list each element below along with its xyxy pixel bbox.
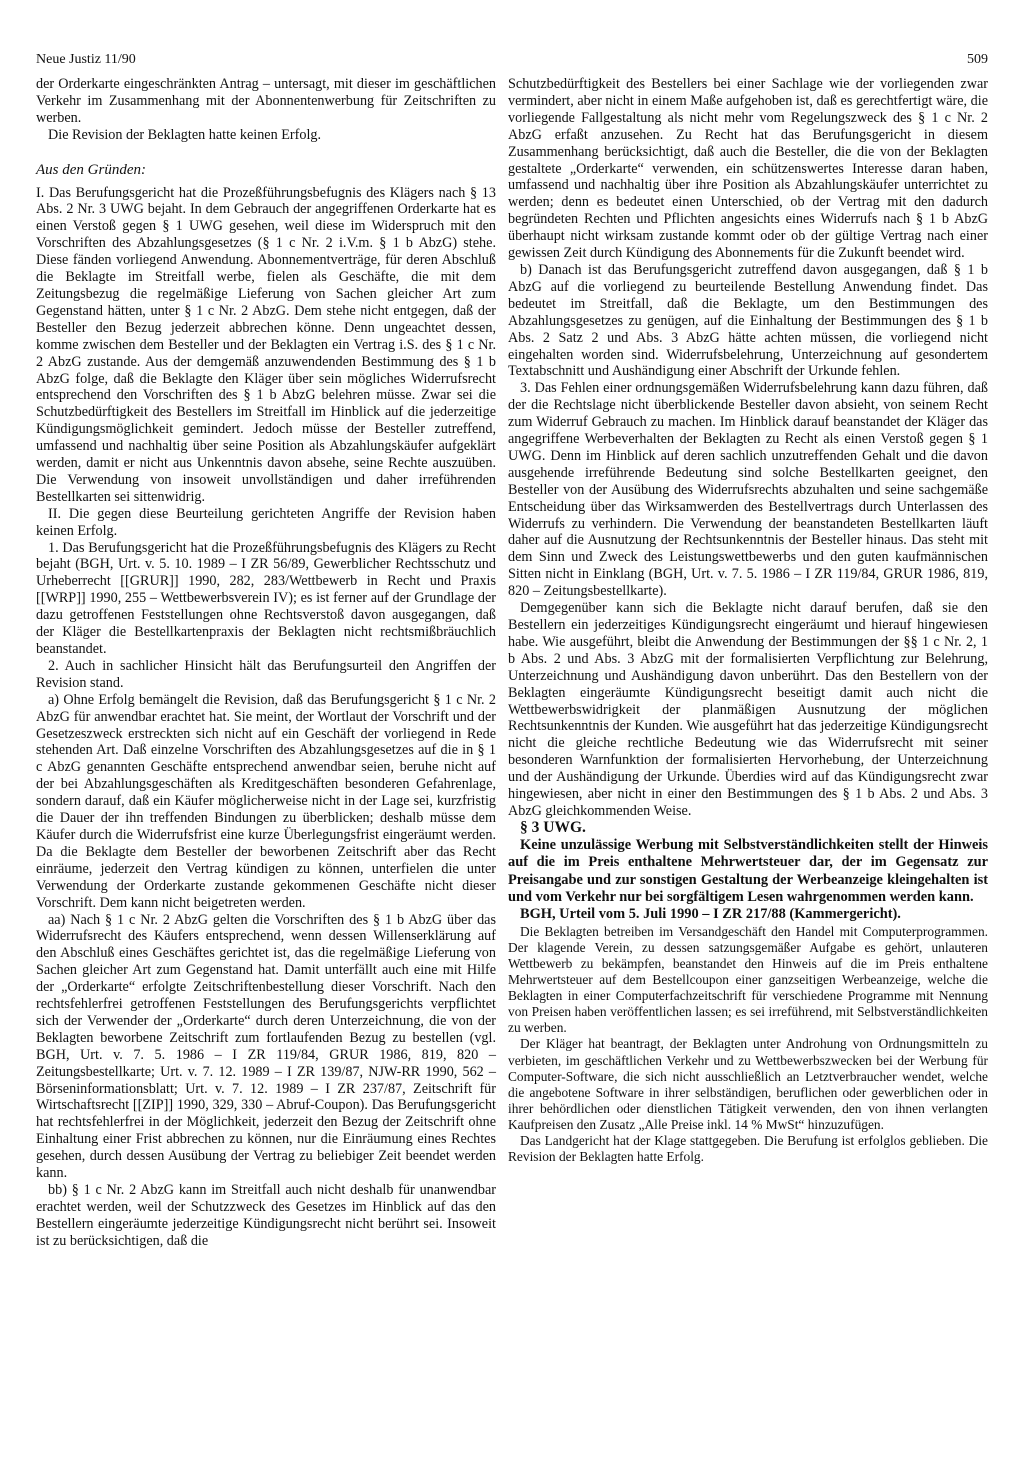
headnote: Keine unzulässige Werbung mit Selbstverständlichkeiten stellt der Hinweis auf die im Preis enthaltene Mehrwertsteuer dar, der im Gegensatz zur Preisangabe und zur sonstigen Gestaltung der Werbeanzeige kleingehalten ist und vom Verkehr nur bei sorgfältigem Lesen wahrgenommen werden kann. — [508, 836, 988, 905]
decision-citation: BGH, Urteil vom 5. Juli 1990 – I ZR 217/88 (Kammergericht). — [520, 906, 901, 923]
right-column — [508, 76, 988, 1165]
case-paragraph: Der Kläger hat beantragt, der Beklagten unter Androhung von Ordnungsmitteln zu verbieten, im geschäftlichen Verkehr und zu Wettbewerbszwecken bei der Werbung für Computer-Software, die sich nicht ausschließlich an Letztverbraucher wendet, welche die angebotene Software in ihrer selbständigen, beruflichen oder gewerblichen oder in ihrer behördlichen oder dienstlichen Tätigkeit verwenden, den von ihnen verlangten Kaufpreisen den Zusatz „Alle Preise inkl. 14 % MwSt“ hinzuzufügen. — [508, 1036, 988, 1132]
body-paragraph: b) Danach ist das Berufungsgericht zutreffend davon ausgegangen, daß § 1 b AbzG auf die vorliegend zu beurteilende Bestellung Anwendung findet. Das bedeutet im Streitfall, daß die Beklagte, um den Bestimmungen des Abzahlungsgesetzes zu genügen, auf die Einhaltung der Bestimmungen des § 1 b Abs. 2 Satz 2 und Abs. 3 AbzG hätte achten müssen, die vorliegend nicht eingehalten worden sind. Widerrufsbelehrung, Unterzeichnung auf gesondertem Textabschnitt und Aushändigung einer Abschrift der Urkunde fehlen. — [508, 261, 988, 380]
body-paragraph: 1. Das Berufungsgericht hat die Prozeßführungsbefugnis des Klägers zu Recht bejaht (BGH, Urt. v. 5. 10. 1989 – I ZR 56/89, Gewerblicher Rechtsschutz und Urheberrecht [[GRUR]] 1990, 282, 283/Wettbewerb in Recht und Praxis [[WRP]] 1990, 255 – Wettbewerbsverein IV); es ist ferner auf der Grundlage der dazu getroffenen Feststellungen ohne Rechtsverstoß davon ausgegangen, daß der Kläger die Bestellkartenpraxis der Beklagten nicht rechtsmißbräuchlich beanstandet. — [36, 539, 496, 657]
left-column — [36, 76, 496, 1250]
journal-header: Neue Justiz 11/90 — [36, 52, 136, 67]
page-number: 509 — [967, 52, 988, 67]
section-title-uwg: § 3 UWG. — [520, 818, 586, 836]
body-paragraph: II. Die gegen diese Beurteilung gerichteten Angriffe der Revision haben keinen Erfolg. — [36, 505, 496, 539]
body-paragraph: I. Das Berufungsgericht hat die Prozeßführungsbefugnis des Klägers nach § 13 Abs. 2 Nr. 3 UWG bejaht. In dem Gebrauch der angegriffenen Orderkarte hat es einen Verstoß gegen § 1 UWG gesehen, weil diese im Widerspruch mit den Vorschriften des Abzahlungsgesetzes (§ 1 c Nr. 2 i.V.m. § 1 b AbzG) stehe. Diese fänden vorliegend Anwendung. Abonnementverträge, für deren Abschluß die Beklagte im Streitfall werbe, fielen als Geschäfte, die mit dem Zeitungsbezug die regelmäßige Lieferung von Sachen gleicher Art zum Gegenstand hätten, unter § 1 c Nr. 2 AbzG. Dem stehe nicht entgegen, daß der Besteller den Bezug jederzeit abbrechen könne. Denn ungeachtet dessen, komme zwischen dem Besteller und der Beklagten ein Vertrag i.S. des § 1 c Nr. 2 AbzG zustande. Aus der demgemäß anzuwendenden Bestimmung des § 1 b AbzG folge, daß die Beklagte den Kläger über sein mögliches Widerrufsrecht entsprechend den Vorschriften des § 1 b AbzG belehren müsse. Zwar sei die Schutzbedürftigkeit des Bestellers im Streitfall im Hinblick auf die jederzeitige Kündigungsmöglichkeit gemindert. Jedoch müsse der Besteller zutreffend, umfassend und nachhaltig über seine Position als Abzahlungskäufer aufgeklärt werden, damit er nicht aus Unkenntnis davon absehe, seine Rechte auszuüben. Die Verwendung von insoweit unvollständigen und daher irreführenden Bestellkarten sei sittenwidrig. — [36, 184, 496, 505]
body-paragraph: aa) Nach § 1 c Nr. 2 AbzG gelten die Vorschriften des § 1 b AbzG über das Widerrufsrecht des Käufers entsprechend, wenn dessen Willenserklärung auf den Abschluß eines Geschäftes gerichtet ist, das die regelmäßige Lieferung von Sachen gleicher Art zum Gegenstand hat. Damit unterfällt auch eine mit Hilfe der „Orderkarte“ erfolgte Zeitschriftenbestellung dieser Vorschrift. Nach den rechtsfehlerfrei getroffenen Feststellungen des Berufungsgerichts verpflichtet sich der Verwender der „Orderkarte“ durch deren Unterzeichnung, die von der Beklagten beworbene Zeitschrift zum fortlaufenden Bezug zu bestellen (vgl. BGH, Urt. v. 7. 5. 1986 – I ZR 119/84, GRUR 1986, 819, 820 – Zeitungsbestellkarte; Urt. v. 7. 12. 1989 – I ZR 139/87, NJW-RR 1990, 562 – Börseninformationsblatt; Urt. v. 7. 12. 1989 – I ZR 237/87, Zeitschrift für Wirtschaftsrecht [[ZIP]] 1990, 329, 330 – Abruf-Coupon). Das Berufungsgericht hat rechtsfehlerfrei in der Möglichkeit, jederzeit den Bezug der Zeitschrift ohne Einhaltung einer Frist abbrechen zu können, nur die Einräumung eines Rechtes gesehen, durch dessen Ausübung der Vertrag zu beliebiger Zeit beendet werden kann. — [36, 911, 496, 1182]
body-paragraph: a) Ohne Erfolg bemängelt die Revision, daß das Berufungsgericht § 1 c Nr. 2 AbzG für anwendbar erachtet hat. Sie meint, der Wortlaut der Vorschrift und der Gesetzeszweck erstreckten sich nicht auf ein Geschäft der vorliegend in Rede stehenden Art. Daß einzelne Vorschriften des Abzahlungsgesetzes auf die in § 1 c AbzG genannten Geschäfte entsprechend anwendbar seien, beruhe nicht auf der bei Abzahlungsgeschäften als Kreditgeschäften besonderen Gefahrenlage, sondern darauf, daß ein Käufer möglicherweise nicht in der Lage sei, kurzfristig die Dauer der ihn treffenden Bindungen zu überblicken; deshalb müsse dem Käufer durch die Widerrufsfrist eine kurze Überlegungsfrist eingeräumt werden. Da die Beklagte dem Besteller der beworbenen Zeitschrift aber das Recht einräume, jederzeit den Vertrag kündigen zu können, unterfielen die unter Verwendung der Orderkarte zustande gekommenen Geschäfte nicht dieser Vorschrift. Dem kann nicht beigetreten werden. — [36, 691, 496, 911]
case-facts — [508, 924, 988, 1165]
body-paragraph: 3. Das Fehlen einer ordnungsgemäßen Widerrufsbelehrung kann dazu führen, daß der die Rechtslage nicht überblickende Besteller davon absieht, von seinem Recht zum Widerruf Gebrauch zu machen. Im Hinblick darauf beanstandet der Kläger das angegriffene Werbeverhalten der Beklagten zu Recht als einen Verstoß gegen § 1 UWG. Denn im Hinblick auf deren sachlich unzutreffenden Gehalt und die davon ausgehende irreführende Bedeutung sind solche Bestellkarten geeignet, den Besteller von der Ausübung des Widerrufsrechts abzuhalten und seine sachgemäße Entscheidung über das Wirksamwerden des Bestellvertrags durch Unterlassen des Widerrufs zu verhindern. Die Verwendung der beanstandeten Bestellkarten läuft daher auf die Ausnutzung der Rechtsunkenntnis der Besteller hinaus. Das steht mit dem Sinn und Zweck des Leistungswettbewerbs und den guten kaufmännischen Sitten nicht in Einklang (BGH, Urt. v. 7. 5. 1986 – I ZR 119/84, GRUR 1986, 819, 820 – Zeitungsbestellkarte). — [508, 380, 988, 600]
case-paragraph: Die Beklagten betreiben im Versandgeschäft den Handel mit Computerprogrammen. Der klagende Verein, zu dessen satzungsgemäßer Aufgabe es gehört, unlauteren Wettbewerb zu bekämpfen, beanstandet den Hinweis auf die im Preis enthaltene Mehrwertsteuer auf dem Bestellcoupon einer ganzseitigen Werbeanzeige, welche die Beklagten in einer Computerfachzeitschrift für verschiedene Programme mit Nennung von Preisen haben veröffentlichen lassen; es sei irreführend, mit Selbstverständlichkeiten zu werben. — [508, 923, 988, 1036]
intro-paragraph: Die Revision der Beklagten hatte keinen Erfolg. — [48, 126, 322, 143]
body-paragraph: bb) § 1 c Nr. 2 AbzG kann im Streitfall auch nicht deshalb für unanwendbar erachtet werden, weil der Schutzzweck des Gesetzes im Hinblick auf das den Bestellern eingeräumte jederzeitige Kündigungsrecht nicht berührt sei. Insoweit ist zu berücksichtigen, daß die — [36, 1182, 496, 1249]
case-paragraph: Das Landgericht hat der Klage stattgegeben. Die Berufung ist erfolglos geblieben. Die Revision der Beklagten hatte Erfolg. — [508, 1133, 988, 1165]
body-paragraph: Demgegenüber kann sich die Beklagte nicht darauf berufen, daß sie den Bestellern ein jederzeitiges Kündigungsrecht eingeräumt und hierauf hingewiesen habe. Wie ausgeführt, bleibt die Anwendung der Bestimmungen der §§ 1 c Nr. 2, 1 b Abs. 2 und Abs. 3 AbzG mit der formalisierten Verpflichtung zur Belehrung, Unterzeichnung und Aushändigung davon unberührt. Das den Bestellern von der Beklagten eingeräumte Kündigungsrecht beseitigt damit auch nicht die Wettbewerbswidrigkeit der planmäßigen Ausnutzung der möglichen Rechtsunkenntnis der Kunden. Wie ausgeführt hat das jederzeitige Kündigungsrecht nicht die gleiche rechtliche Bedeutung wie das Widerrufsrecht mit seiner besonderen Warnfunktion der formalisierten Hervorhebung, der Unterzeichnung und der Aushändigung der Urkunde. Überdies wird auf das Kündigungsrecht zwar hingewiesen, aber nicht in einer den Bestimmungen des § 1 b Abs. 2 und Abs. 3 AbzG gleichkommenden Weise. — [508, 600, 988, 819]
intro-paragraph: der Orderkarte eingeschränkten Antrag – untersagt, mit dieser im geschäftlichen Verkehr im Zusammenhang mit der Abonnentenwerbung für Zeitschriften zu werben. — [36, 76, 496, 126]
body-paragraph: Schutzbedürftigkeit des Bestellers bei einer Sachlage wie der vorliegenden zwar vermindert, aber nicht in einem Maße aufgehoben ist, daß es gerechtfertigt wäre, die vorliegende Fallgestaltung als nicht mehr vom Regelungszweck des § 1 c Nr. 2 AbzG erfaßt anzusehen. Zu Recht hat das Berufungsgericht in diesem Zusammenhang berücksichtigt, daß auch die Besteller, die die von der Beklagten gestaltete „Orderkarte“ verwenden, ein schützenswertes Interesse daran haben, umfassend und nachhaltig über ihre Position als Abzahlungskäufer unterrichtet zu werden; denn es bedeutet einen Unterschied, ob der Vertrag mit den dadurch begründeten Rechten und Pflichten angesichts eines Widerrufs nach § 1 b AbzG überhaupt nicht wirksam zustande kommt oder ob der gültige Vertrag nach einer gewissen Zeit durch Kündigung des Abonnements für die Zukunft beendet wird. — [508, 76, 988, 262]
body-paragraph: 2. Auch in sachlicher Hinsicht hält das Berufungsurteil den Angriffen der Revision stand. — [36, 657, 496, 691]
section-heading-gruende: Aus den Gründen: — [36, 161, 146, 178]
